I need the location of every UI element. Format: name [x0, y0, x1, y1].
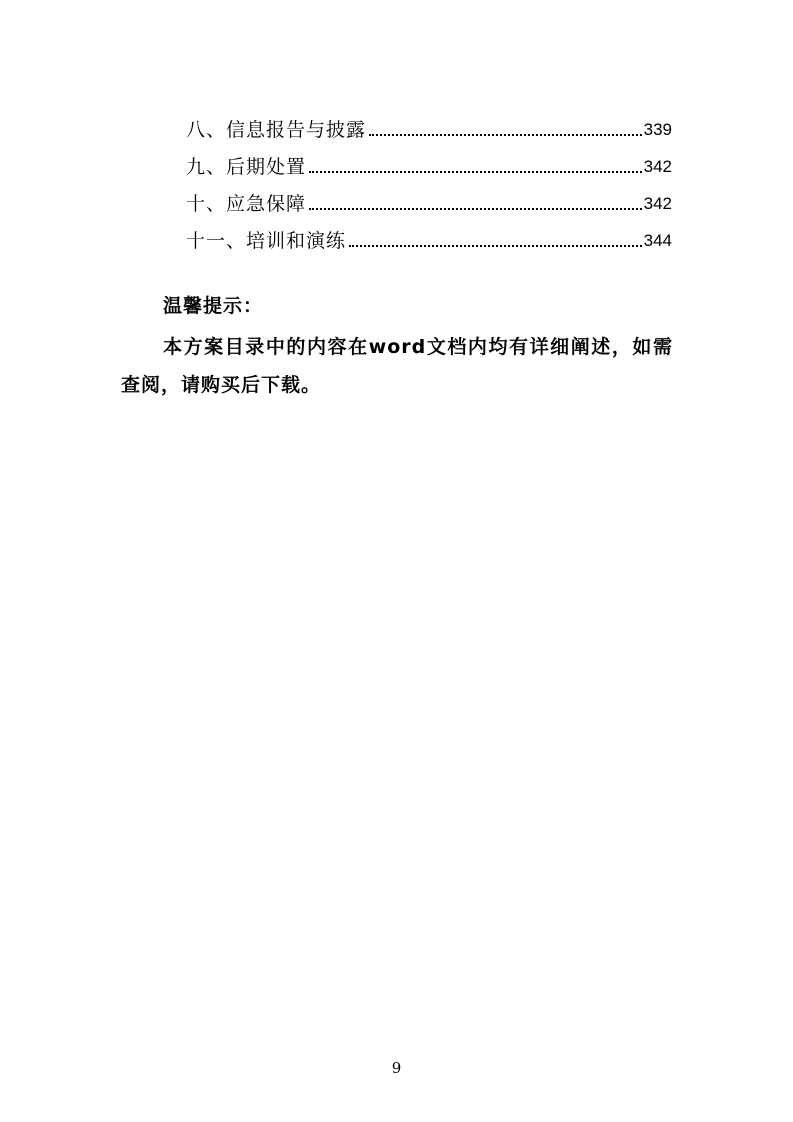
toc-entry[interactable]	[186, 106, 672, 143]
toc-dot-leader	[369, 134, 642, 136]
toc-entry[interactable]	[186, 217, 672, 254]
toc-dot-leader	[309, 208, 642, 210]
toc-dot-leader	[309, 171, 642, 173]
toc-entry-title: 八、信息报告与披露	[186, 119, 367, 141]
notice-heading: 温馨提示：	[163, 295, 264, 317]
toc-entry-page: 342	[643, 157, 672, 176]
toc-entry-page: 342	[643, 194, 672, 213]
toc-entry-title: 九、后期处置	[186, 156, 307, 178]
toc-entry[interactable]	[186, 180, 672, 217]
toc-entry-title: 十、应急保障	[186, 193, 307, 215]
toc-entry[interactable]	[186, 143, 672, 180]
table-of-contents	[186, 106, 672, 254]
toc-entry-page: 344	[643, 231, 672, 250]
notice-body: 本方案目录中的内容在word文档内均有详细阐述，如需查阅，请购买后下载。	[121, 336, 673, 396]
toc-entry-title: 十一、培训和演练	[186, 230, 347, 252]
toc-dot-leader	[349, 245, 642, 247]
toc-entry-page: 339	[643, 120, 672, 139]
page-number: 9	[391, 1059, 402, 1077]
